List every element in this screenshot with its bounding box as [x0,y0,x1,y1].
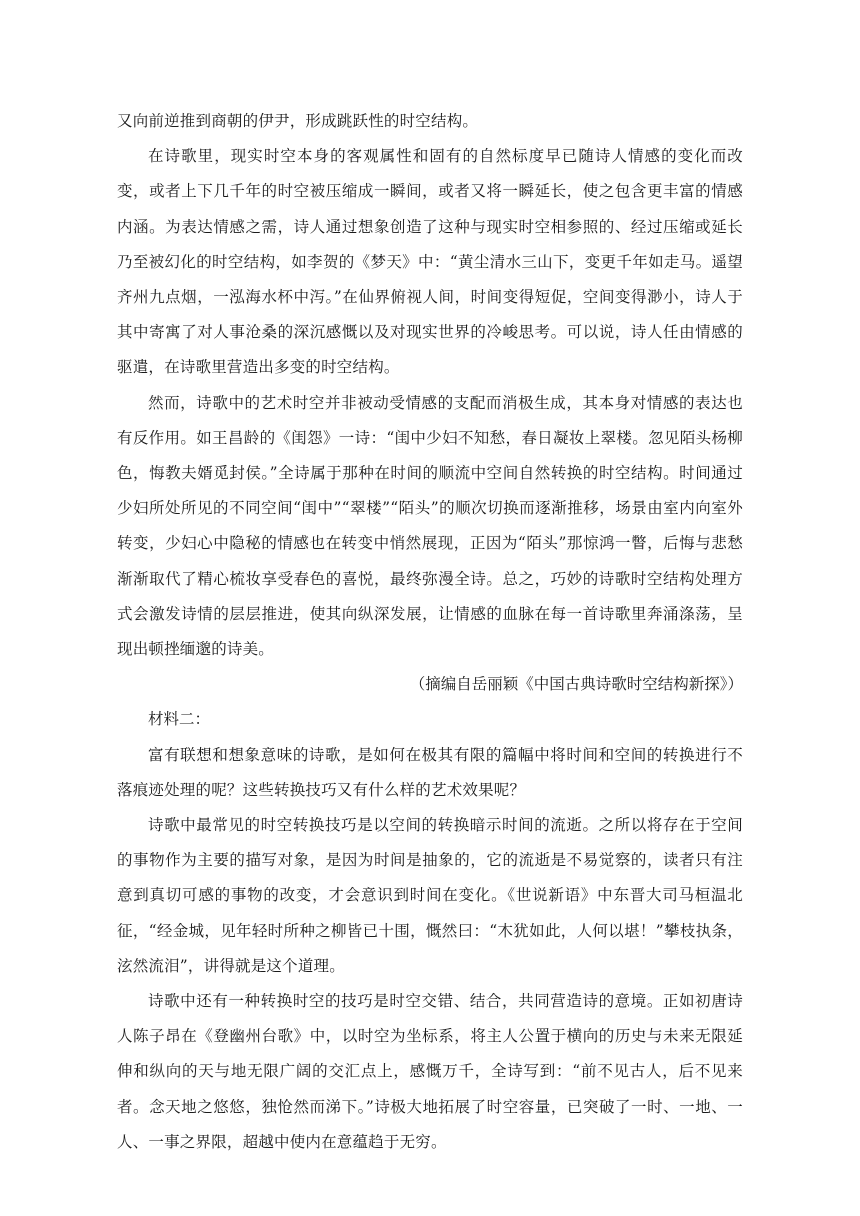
paragraph-space-transition: 诗歌中最常见的时空转换技巧是以空间的转换暗示时间的流逝。之所以将存在于空间的事物作为主要的描写对象，是因为时间是抽象的，它的流逝是不易觉察的，读者只有注意到真切可感的事物的改变，才会意识到时间在变化。《世说新语》中东晋大司马桓温北征，“经金城，见年轻时所种之柳皆已十围，慨然曰：“木犹如此，人何以堪！”攀枝执条，泫然流泪”，讲得就是这个道理。 [117,816,743,975]
paragraph-time-space-interweave: 诗歌中还有一种转换时空的技巧是时空交错、结合，共同营造诗的意境。正如初唐诗人陈子昂在《登幽州台歌》中，以时空为坐标系，将主人公置于横向的历史与未来无限延伸和纵向的天与地无限广阔的交汇点上，感慨万千，全诗写到：“前不见古人，后不见来者。念天地之悠悠，独怆然而涕下。”诗极大地拓展了时空容量，已突破了一时、一地、一人、一事之界限，超越中使内在意蕴趋于无穷。 [117,992,743,1151]
source-citation: （摘编自岳丽颖《中国古典诗歌时空结构新探》） [409,675,743,694]
document-page [117,104,743,1160]
paragraph-poetry-time-space: 在诗歌里，现实时空本身的客观属性和固有的自然标度早已随诗人情感的变化而改变，或者上下几千年的时空被压缩成一瞬间，或者又将一瞬延长，使之包含更丰富的情感内涵。为表达情感之需，诗人通过想象创造了这种与现实时空相参照的、经过压缩或延长乃至被幻化的时空结构，如李贺的《梦天》中：“黄尘清水三山下，变更千年如走马。遥望齐州九点烟，一泓海水杯中泻。”在仙界俯视人间，时间变得短促，空间变得渺小，诗人于其中寄寓了对人事沧桑的深沉感慨以及对现实世界的冷峻思考。可以说，诗人任由情感的驱遣，在诗歌里营造出多变的时空结构。 [117,147,743,377]
paragraph-material-two-question: 富有联想和想象意味的诗歌，是如何在极其有限的篇幅中将时间和空间的转换进行不落痕迹处理的呢？这些转换技巧又有什么样的艺术效果呢？ [117,745,743,799]
paragraph-art-time-space: 然而，诗歌中的艺术时空并非被动受情感的支配而消极生成，其本身对情感的表达也有反作用。如王昌龄的《闺怨》一诗：“闺中少妇不知愁，春日凝妆上翠楼。忽见陌头杨柳色，悔教夫婿觅封侯。”全诗属于那种在时间的顺流中空间自然转换的时空结构。时间通过少妇所处所见的不同空间“闺中”“翠楼”“陌头”的顺次切换而逐渐推移，场景由室内向室外转变，少妇心中隐秘的情感也在转变中悄然展现，正因为“陌头”那惊鸿一瞥，后悔与悲愁渐渐取代了精心梳妆享受春色的喜悦，最终弥漫全诗。总之，巧妙的诗歌时空结构处理方式会激发诗情的层层推进，使其向纵深发展，让情感的血脉在每一首诗歌里奔涌涤荡，呈现出顿挫缅邈的诗美。 [117,393,743,659]
material-two-heading: 材料二： [148,710,211,729]
paragraph-continuation: 又向前逆推到商朝的伊尹，形成跳跃性的时空结构。 [117,112,479,130]
